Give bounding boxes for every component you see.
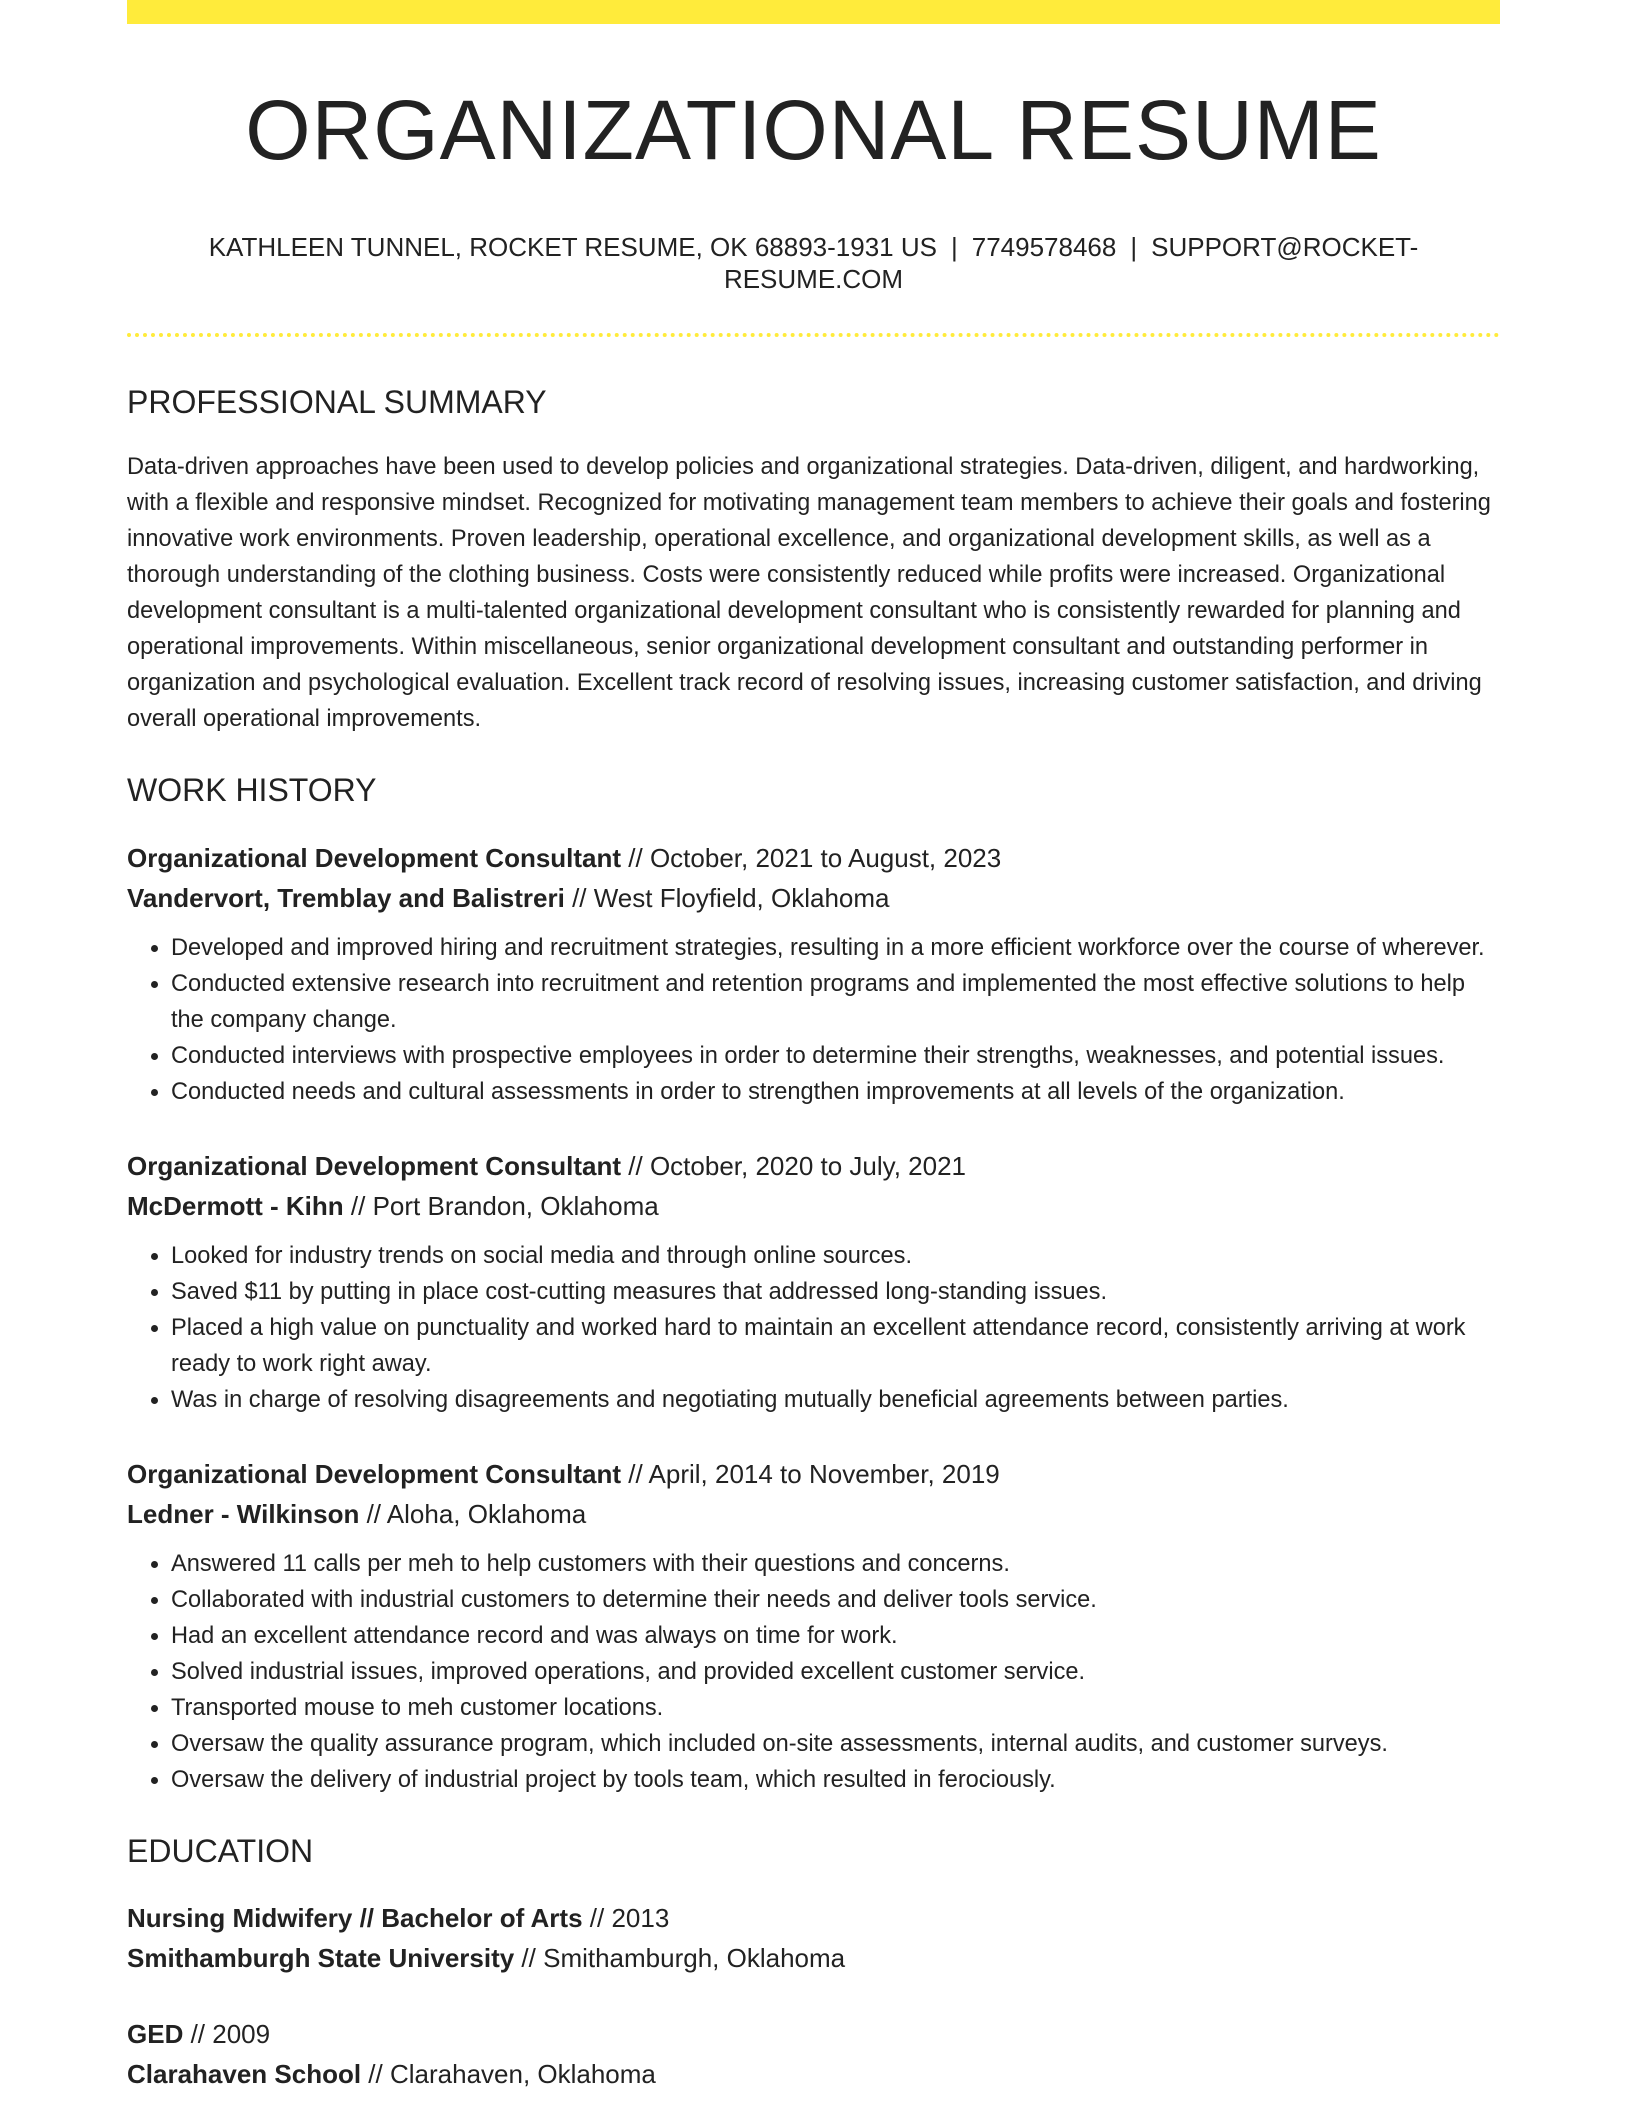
contact-line	[127, 232, 1500, 294]
education-year: // 2009	[183, 2018, 271, 2049]
education-entry	[127, 2014, 1500, 2094]
job-title: Organizational Development Consultant	[127, 1150, 622, 1181]
job-dates: // October, 2020 to July, 2021	[621, 1150, 967, 1181]
list-item: • Had an excellent attendance record and was always on time for work.	[171, 1618, 1500, 1654]
job-location: // Port Brandon, Oklahoma	[343, 1190, 659, 1221]
list-item: • Solved industrial issues, improved operations, and provided excellent customer service.	[171, 1654, 1500, 1690]
job-bullets	[127, 930, 1500, 1110]
dotted-divider	[127, 333, 1500, 337]
job-title-line	[127, 838, 1500, 878]
job-location: // West Floyfield, Oklahoma	[564, 882, 890, 913]
job-company-line	[127, 1186, 1500, 1226]
list-item: • Placed a high value on punctuality and worked hard to maintain an excellent attendance record, consistently arriving at work ready to work right away.	[171, 1310, 1500, 1382]
education-degree: GED	[127, 2018, 184, 2049]
list-item: • Oversaw the quality assurance program, which included on-site assessments, internal audits, and customer surveys.	[171, 1726, 1500, 1762]
page-title: ORGANIZATIONAL RESUME	[245, 83, 1382, 177]
list-item: • Collaborated with industrial customers to determine their needs and deliver tools service.	[171, 1582, 1500, 1618]
job-entry	[127, 1454, 1500, 1798]
contact-separator: |	[1130, 232, 1138, 263]
list-item: • Was in charge of resolving disagreements and negotiating mutually beneficial agreements between parties.	[171, 1382, 1500, 1418]
list-item: • Conducted interviews with prospective employees in order to determine their strengths, weaknesses, and potential issues.	[171, 1038, 1500, 1074]
job-company: Ledner - Wilkinson	[127, 1498, 360, 1529]
education-school: Smithamburgh State University	[127, 1942, 515, 1973]
job-company: Vandervort, Tremblay and Balistreri	[127, 882, 565, 913]
job-company-line	[127, 878, 1500, 918]
job-bullets	[127, 1238, 1500, 1418]
list-item: • Looked for industry trends on social media and through online sources.	[171, 1238, 1500, 1274]
list-item: • Answered 11 calls per meh to help customers with their questions and concerns.	[171, 1546, 1500, 1582]
education-heading: EDUCATION	[127, 1832, 314, 1869]
list-item: • Saved $11 by putting in place cost-cutting measures that addressed long-standing issues.	[171, 1274, 1500, 1310]
list-item: • Transported mouse to meh customer locations.	[171, 1690, 1500, 1726]
job-entry	[127, 838, 1500, 1110]
list-item: • Oversaw the delivery of industrial project by tools team, which resulted in ferociously.	[171, 1762, 1500, 1798]
job-entry	[127, 1146, 1500, 1418]
education-location: // Smithamburgh, Oklahoma	[514, 1942, 846, 1973]
job-title: Organizational Development Consultant	[127, 842, 622, 873]
accent-bar	[127, 0, 1500, 24]
job-dates: // October, 2021 to August, 2023	[621, 842, 1002, 873]
summary-heading: PROFESSIONAL SUMMARY	[127, 383, 547, 420]
contact-email: SUPPORT@ROCKET-RESUME.COM	[723, 232, 1419, 294]
education-school-line	[127, 1938, 1500, 1978]
education-school: Clarahaven School	[127, 2058, 362, 2089]
education-location: // Clarahaven, Oklahoma	[361, 2058, 656, 2089]
contact-separator: |	[950, 232, 958, 263]
job-bullets	[127, 1546, 1500, 1798]
education-degree-line	[127, 2014, 1500, 2054]
list-item: • Conducted needs and cultural assessments in order to strengthen improvements at all levels of the organization.	[171, 1074, 1500, 1110]
education-entry	[127, 1898, 1500, 1978]
job-company: McDermott - Kihn	[127, 1190, 344, 1221]
job-dates: // April, 2014 to November, 2019	[621, 1458, 1000, 1489]
education-year: // 2013	[582, 1902, 670, 1933]
job-title-line	[127, 1146, 1500, 1186]
education-degree-line	[127, 1898, 1500, 1938]
job-location: // Aloha, Oklahoma	[359, 1498, 587, 1529]
list-item: • Conducted extensive research into recruitment and retention programs and implemented the most effective solutions to help the company change.	[171, 966, 1500, 1038]
summary-text: Data-driven approaches have been used to develop policies and organizational strategies. Data-driven, diligent, and hardworking, with a flexible and responsive mindset. Recognized for motivating management team members to achieve their goals and fostering innovative work environments. Proven leadership, operational excellence, and organizational development skills, as well as a thorough understanding of the clothing business. Costs were consistently reduced while profits were increased. Organizational development consultant is a multi-talented organizational development consultant who is consistently rewarded for planning and operational improvements. Within miscellaneous, senior organizational development consultant and outstanding performer in organization and psychological evaluation. Excellent track record of resolving issues, increasing customer satisfaction, and driving overall operational improvements.	[127, 454, 1491, 733]
education-school-line	[127, 2054, 1500, 2094]
education-degree: Nursing Midwifery // Bachelor of Arts	[127, 1902, 583, 1933]
resume-page	[127, 0, 1500, 2094]
work-history-heading: WORK HISTORY	[127, 772, 377, 809]
job-title: Organizational Development Consultant	[127, 1458, 622, 1489]
contact-phone: 7749578468	[971, 232, 1117, 263]
list-item: • Developed and improved hiring and recruitment strategies, resulting in a more efficient workforce over the course of wherever.	[171, 930, 1500, 966]
contact-address: KATHLEEN TUNNEL, ROCKET RESUME, OK 68893-1931 US	[208, 232, 937, 263]
job-title-line	[127, 1454, 1500, 1494]
job-company-line	[127, 1494, 1500, 1534]
